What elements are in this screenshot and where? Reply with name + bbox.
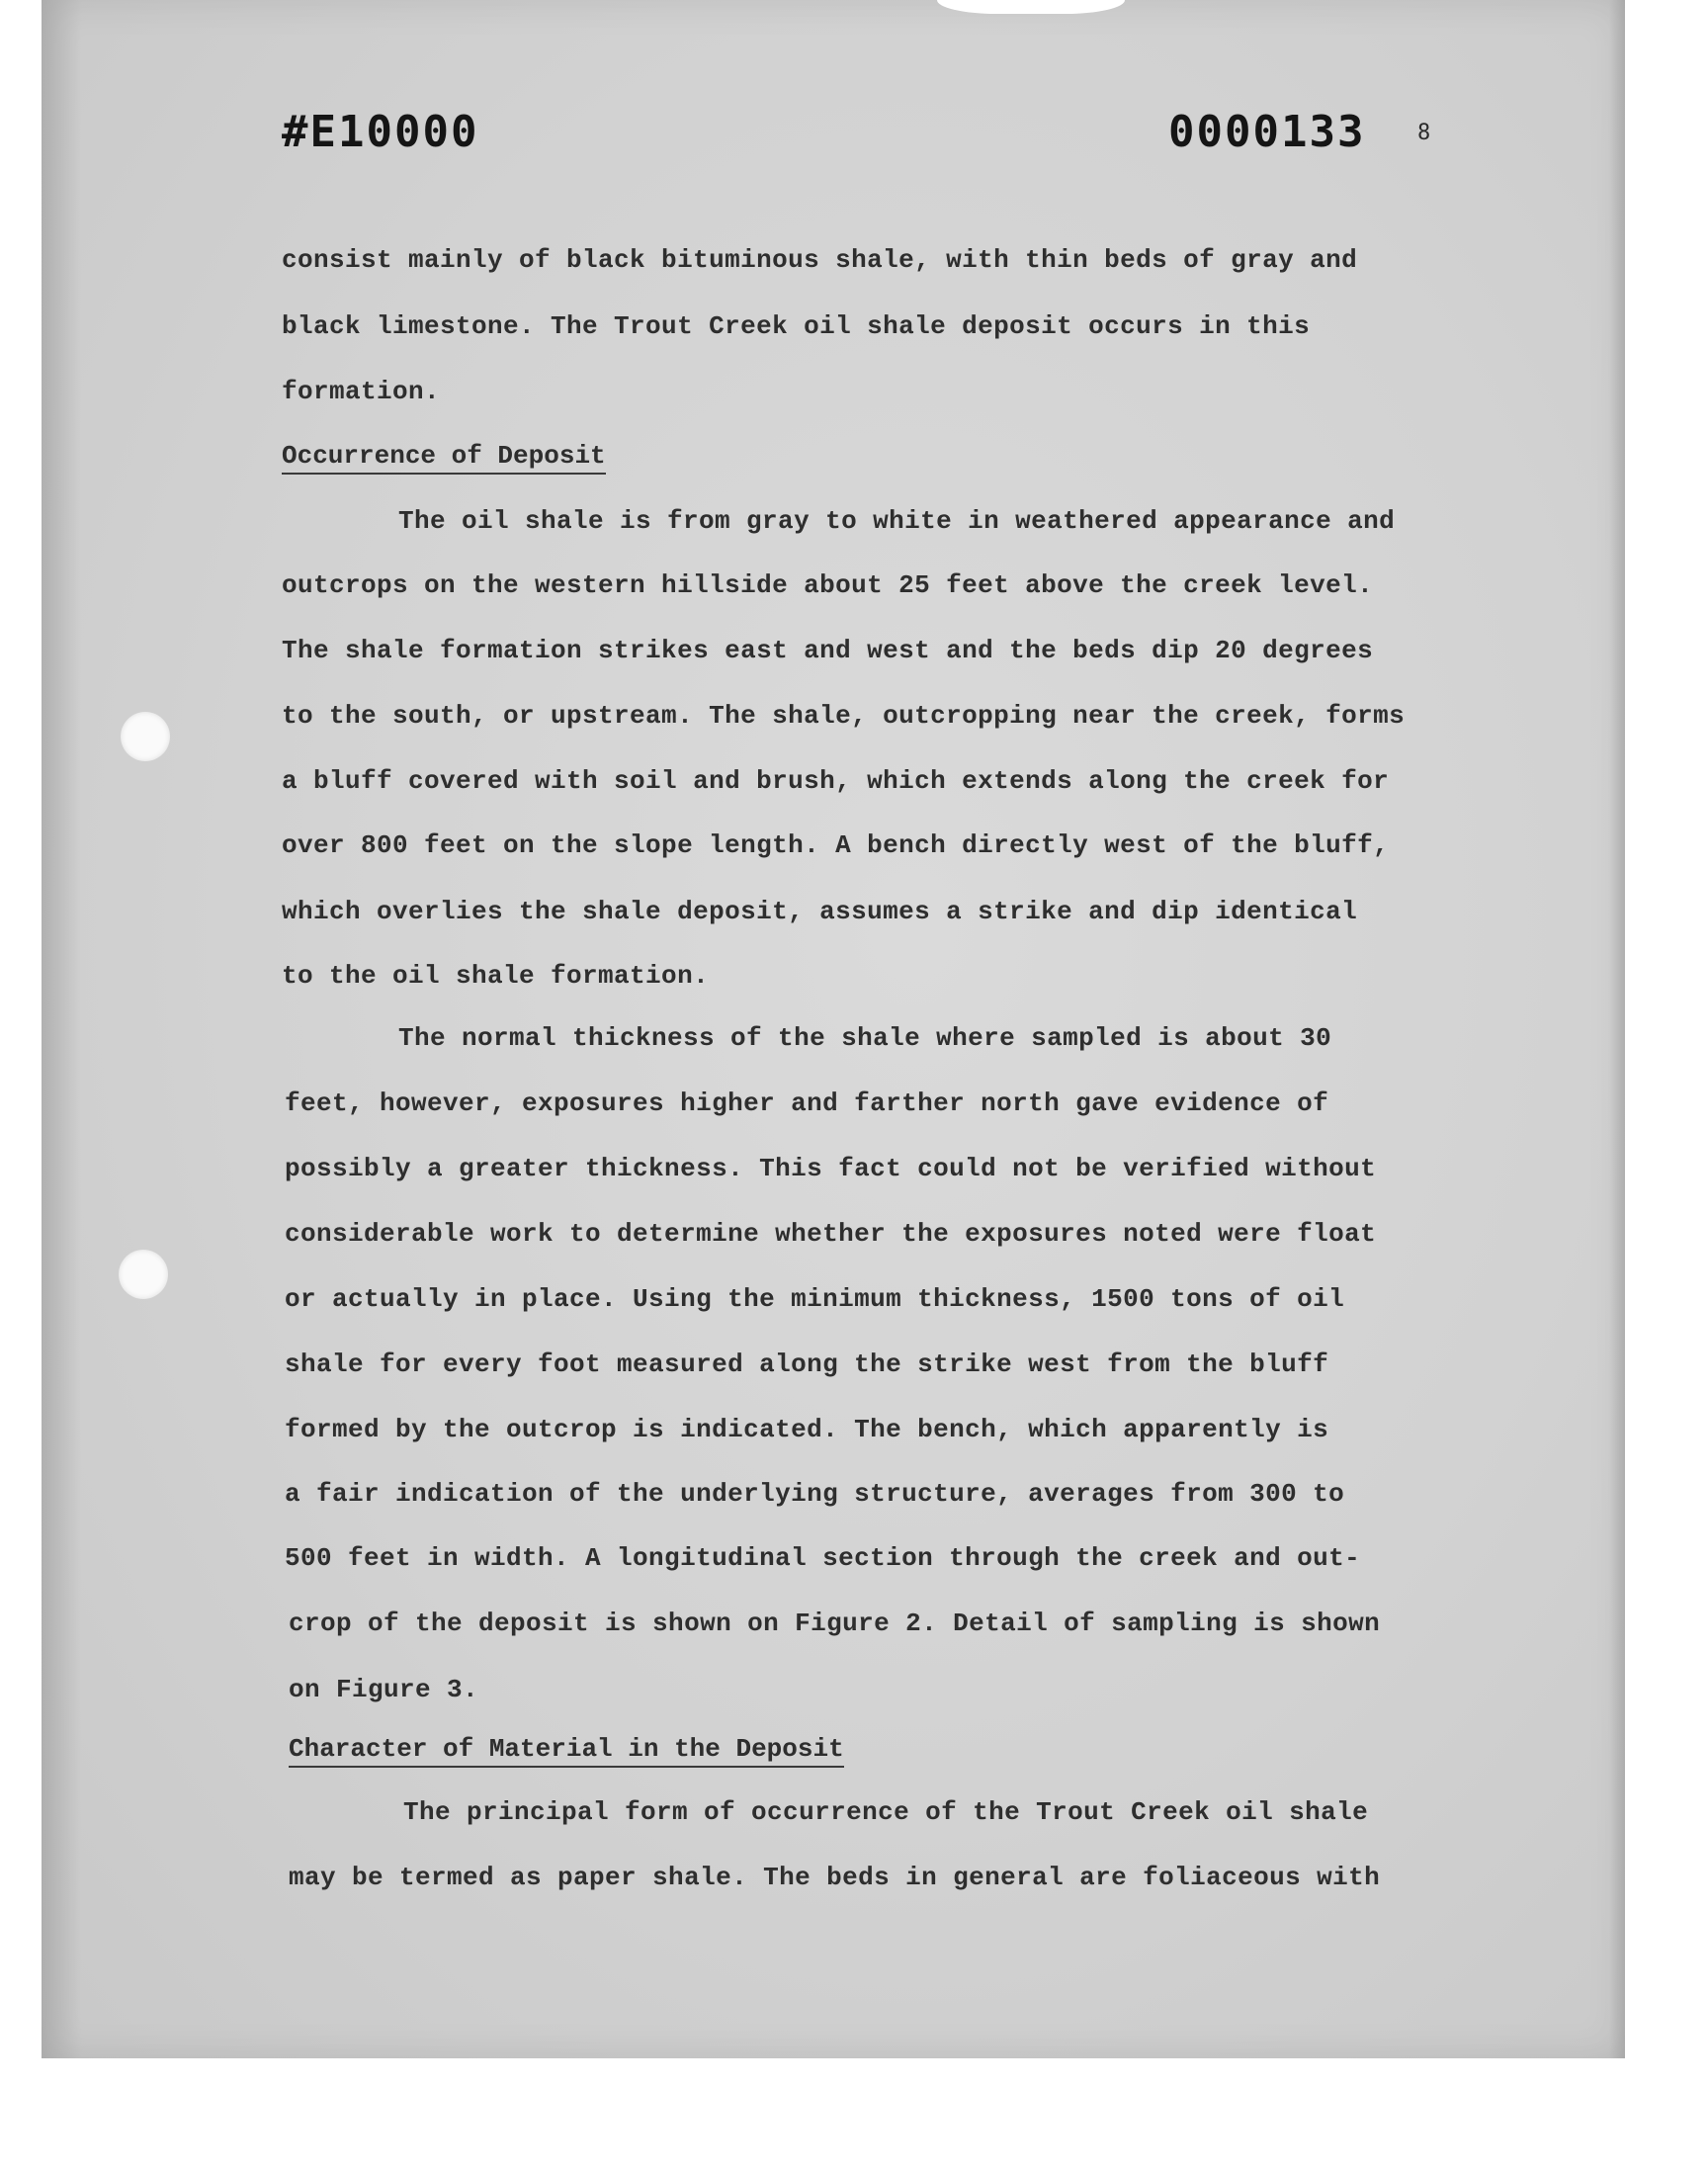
- body-line: possibly a greater thickness. This fact could not be verified without: [285, 1154, 1377, 1183]
- body-line: outcrops on the western hillside about 25 feet above the creek level.: [282, 570, 1374, 600]
- body-line: crop of the deposit is shown on Figure 2. Detail of sampling is shown: [289, 1609, 1381, 1638]
- page-number: 8: [1417, 121, 1431, 145]
- body-line: formed by the outcrop is indicated. The bench, which apparently is: [285, 1415, 1329, 1444]
- section-heading-character: Character of Material in the Deposit: [289, 1734, 844, 1768]
- document-id-left: #E10000: [282, 107, 479, 157]
- body-line: shale for every foot measured along the strike west from the bluff: [285, 1349, 1329, 1379]
- body-line: or actually in place. Using the minimum thickness, 1500 tons of oil: [285, 1284, 1345, 1314]
- page-right-edge: [1609, 0, 1625, 2058]
- section-heading-occurrence: Occurrence of Deposit: [282, 441, 606, 475]
- page-left-shadow: [42, 0, 81, 2058]
- body-line: 500 feet in width. A longitudinal section through the creek and out-: [285, 1543, 1361, 1573]
- punch-hole-lower: [119, 1250, 168, 1299]
- body-line: a bluff covered with soil and brush, which extends along the creek for: [282, 766, 1390, 796]
- body-line: considerable work to determine whether the exposures noted were float: [285, 1219, 1377, 1249]
- body-line: The principal form of occurrence of the Trout Creek oil shale: [403, 1797, 1369, 1827]
- body-line: over 800 feet on the slope length. A bench directly west of the bluff,: [282, 830, 1390, 860]
- body-line: The oil shale is from gray to white in weathered appearance and: [398, 506, 1396, 536]
- punch-hole-upper: [121, 712, 170, 761]
- body-line: formation.: [282, 377, 441, 406]
- torn-top-edge: [937, 0, 1125, 14]
- body-line: The normal thickness of the shale where sampled is about 30: [398, 1023, 1332, 1053]
- body-line: on Figure 3.: [289, 1675, 479, 1704]
- document-id-right: 0000133: [1168, 107, 1366, 157]
- body-line: feet, however, exposures higher and farther north gave evidence of: [285, 1088, 1329, 1118]
- body-line: a fair indication of the underlying structure, averages from 300 to: [285, 1479, 1345, 1509]
- body-line: The shale formation strikes east and west and the beds dip 20 degrees: [282, 636, 1374, 665]
- body-line: to the oil shale formation.: [282, 961, 710, 991]
- body-line: black limestone. The Trout Creek oil shale deposit occurs in this: [282, 311, 1311, 341]
- body-line: which overlies the shale deposit, assumes a strike and dip identical: [282, 897, 1358, 926]
- body-line: consist mainly of black bituminous shale, with thin beds of gray and: [282, 245, 1358, 275]
- body-line: may be termed as paper shale. The beds in general are foliaceous with: [289, 1863, 1381, 1892]
- body-line: to the south, or upstream. The shale, outcropping near the creek, forms: [282, 701, 1406, 731]
